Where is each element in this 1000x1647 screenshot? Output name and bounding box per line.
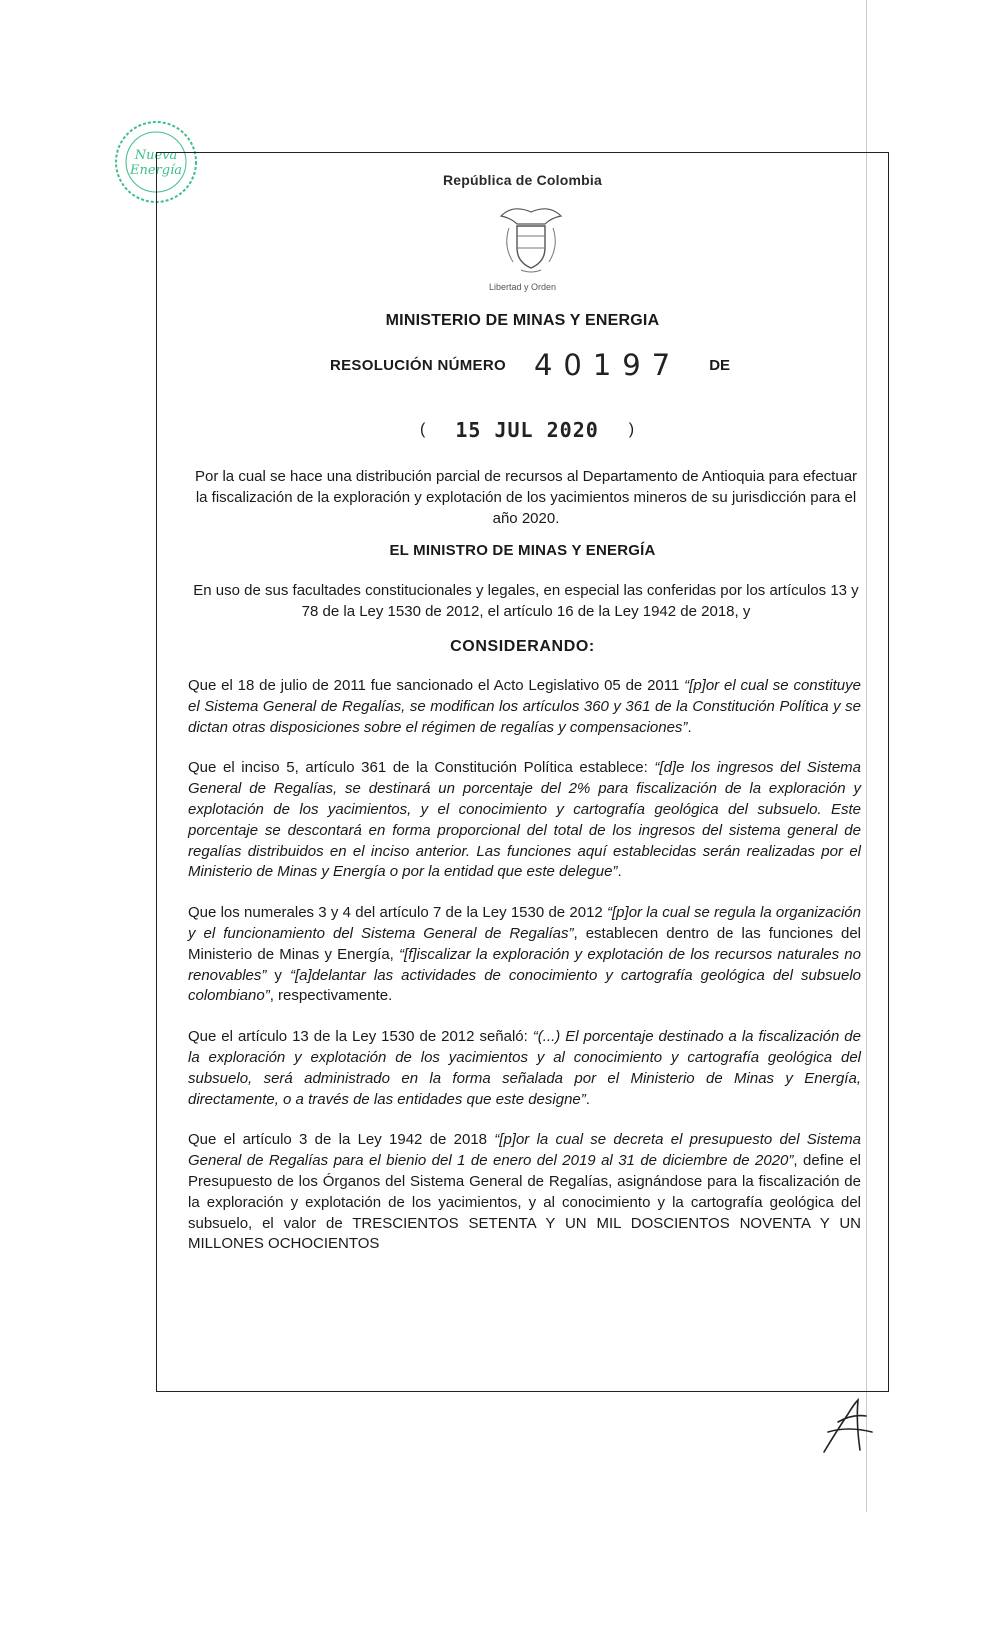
paragraph-3: Que los numerales 3 y 4 del artículo 7 de la Ley 1530 de 2012 “[p]or la cual se regula la organización y el funcionamiento del Sistema General de Regalías”, establecen dentro de las funciones del Ministerio de Minas y Energía, “[f]iscalizar la exploración y explotación de los recursos naturales no renovables” y “[a]delantar las actividades de conocimiento y cartografía geológica del subsuelo colombiano”, respectivamente.	[188, 904, 862, 1005]
considerations-body	[188, 676, 861, 1275]
resolution-date: 15 JUL 2020	[455, 418, 599, 442]
considering-heading: CONSIDERANDO:	[450, 638, 595, 655]
resolution-label: RESOLUCIÓN NÚMERO	[330, 356, 506, 374]
paragraph-4: Que el artículo 13 de la Ley 1530 de 2012 señaló: “(...) El porcentaje destinado a la fiscalización de la exploración y explotación de los yacimientos y al conocimiento y cartografía geológica del subsuelo, será administrado en la forma señalada por el Ministerio de Minas y Energía, directamente, o a través de las entidades que este designe”.	[188, 1028, 861, 1108]
svg-text:Nueva: Nueva	[134, 148, 178, 163]
resolution-subject: Por la cual se hace una distribución parcial de recursos al Departamento de Antioquia para efectuar la fiscalización de la exploración y explotación de los yacimientos mineros de su jurisdicción para el año 2020.	[194, 468, 858, 527]
paragraph-1: Que el 18 de julio de 2011 fue sancionado el Acto Legislativo 05 de 2011 “[p]or el cual se constituye el Sistema General de Regalías, se modifican los artículos 360 y 361 de la Constitución Política y se dictan otras disposiciones sobre el régimen de regalías y compensaciones”.	[188, 677, 861, 736]
handwritten-initial-icon	[818, 1392, 878, 1458]
republic-heading: República de Colombia	[443, 172, 602, 188]
powers-statement: En uso de sus facultades constitucionales y legales, en especial las conferidas por los artículos 13 y 78 de la Ley 1530 de 2012, el artículo 16 de la Ley 1942 de 2018, y	[193, 582, 859, 620]
resolution-date-row	[420, 418, 634, 442]
resolution-de: DE	[709, 356, 731, 374]
open-paren: (	[420, 421, 426, 438]
paragraph-2: Que el inciso 5, artículo 361 de la Constitución Política establece: “[d]e los ingresos del Sistema General de Regalías, se destinará un porcentaje del 2% para fiscalización de la exploración y explotación de los yacimientos, y el conocimiento y cartografía geológica del subsuelo. Este porcentaje se descontará en forma proporcional del total de los ingresos del sistema general de regalías distribuidos en el inciso anterior. Las funciones aquí establecidas serán realizadas por el Ministerio de Minas y Energía o por la entidad que este delegue”.	[188, 759, 861, 881]
minister-heading: EL MINISTRO DE MINAS Y ENERGÍA	[389, 542, 656, 559]
close-paren: )	[628, 421, 635, 438]
resolution-number-row	[330, 348, 730, 382]
resolution-number: 40197	[533, 348, 682, 382]
motto: Libertad y Orden	[488, 282, 557, 292]
ministry-heading: MINISTERIO DE MINAS Y ENERGIA	[385, 312, 660, 329]
colombia-coat-of-arms-icon	[491, 198, 571, 278]
paragraph-5: Que el artículo 3 de la Ley 1942 de 2018 “[p]or la cual se decreta el presupuesto del Sistema General de Regalías para el bienio del 1 de enero del 2019 al 31 de diciembre de 2020”, define el Presupuesto de los Órganos del Sistema General de Regalías, asignándose para la fiscalización de la exploración y explotación de los yacimientos, y al conocimiento y la cartografía geológica del subsuelo, el valor de TRESCIENTOS SETENTA Y UN MIL DOSCIENTOS NOVENTA Y UN MILLONES OCHOCIENTOS	[188, 1131, 862, 1253]
svg-text:Energía: Energía	[130, 163, 182, 178]
